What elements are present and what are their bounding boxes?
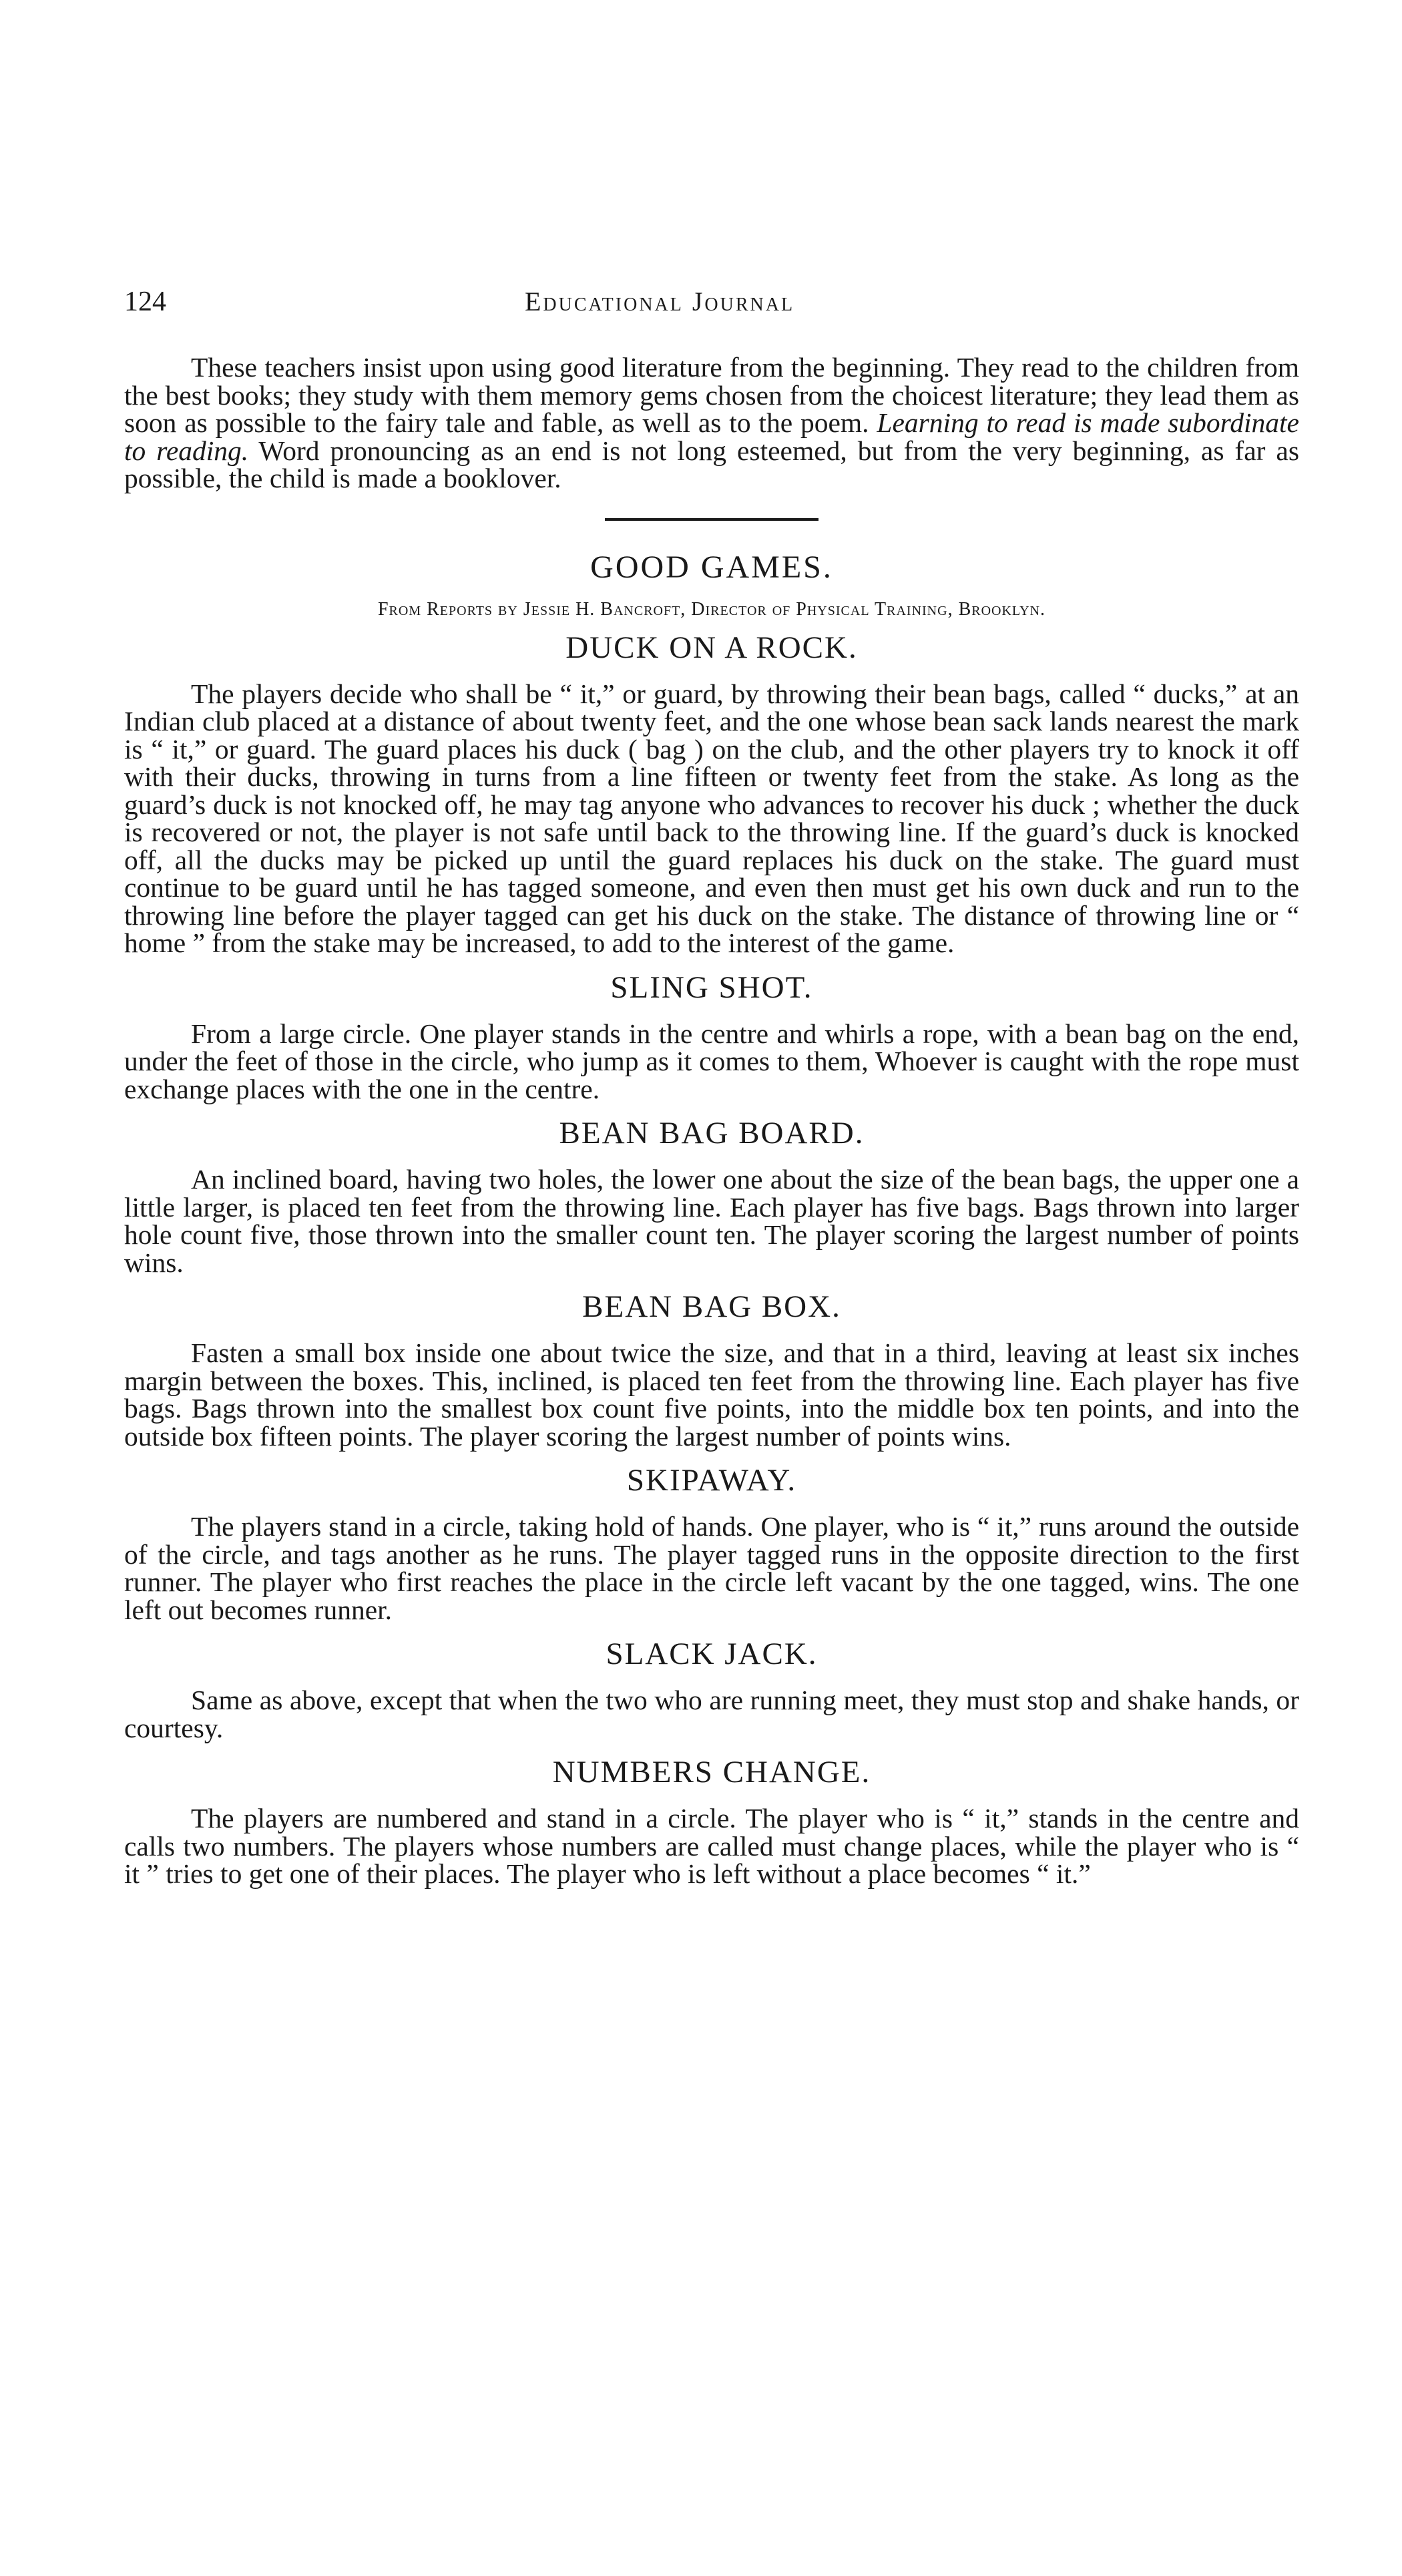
- game-description: The players decide who shall be “ it,” or guard, by throwing their bean bags, called “ ducks,” at an Indian club placed at a distance of about twenty feet, and the one whose bean sack lands nearest the mark is “ it,” or guard. The guard places his duck ( bag ) on the club, and the other players try to knock it off with their ducks, throwing in turns from a line fifteen or twenty feet from the stake. As long as the guard’s duck is not knocked off, he may tag anyone who advances to recover his duck ; whether the duck is recovered or not, the player is not safe until back to the throwing line. If the guard’s duck is knocked off, all the ducks may be picked up until the guard replaces his duck on the stake. The guard must continue to be guard until he has tagged someone, and even then must get his own duck and run to the throwing line before the player tagged can get his duck on the stake. The distance of throwing line or “ home ” from the stake may be increased, to add to the interest of the game.: [124, 678, 1299, 958]
- game-description: From a large circle. One player stands in the centre and whirls a rope, with a bean bag on the end, under the feet of those in the circle, who jump as it comes to them, Whoever is caught with the rope must exchange places with the one in the centre.: [124, 1018, 1299, 1104]
- game-title: NUMBERS CHANGE.: [552, 1755, 871, 1789]
- game-sling-shot: [124, 970, 1299, 1104]
- section-byline: From Reports by Jessie H. Bancroft, Director of Physical Training, Brooklyn.: [377, 598, 1046, 620]
- game-title: BEAN BAG BOX.: [582, 1289, 841, 1324]
- intro-text-before: These teachers insist upon using good literature from the beginning. They read to the children from the best books; they study with them memory gems chosen from the choicest literature; they lead them as soon as possible to the fairy tale and fable, as well as to the poem.: [124, 352, 1299, 438]
- game-bean-bag-board: [124, 1115, 1299, 1277]
- running-title: Educational Journal: [525, 286, 795, 316]
- game-title: SLING SHOT.: [610, 970, 813, 1005]
- page-content: [124, 354, 1299, 1894]
- game-title: DUCK ON A ROCK.: [565, 630, 858, 665]
- game-duck-on-a-rock: [124, 630, 1299, 957]
- game-description: An inclined board, having two holes, the lower one about the size of the bean bags, the upper one a little larger, is placed ten feet from the throwing line. Each player has five bags. Bags thrown into larger hole count five, those thrown into the smaller count ten. The player scoring the largest number of points wins.: [124, 1164, 1299, 1278]
- game-skipaway: [124, 1462, 1299, 1624]
- game-title: SKIPAWAY.: [626, 1463, 797, 1498]
- game-slack-jack: [124, 1636, 1299, 1742]
- game-description: Fasten a small box inside one about twice the size, and that in a third, leaving at least six inches margin between the boxes. This, inclined, is placed ten feet from the throwing line. Each player has five bags. Bags thrown into the smallest box count five points, into the middle box ten points, and into the outside box fifteen points. The player scoring the largest number of points wins.: [124, 1337, 1299, 1452]
- game-description: The players are numbered and stand in a circle. The player who is “ it,” stands in the centre and calls two numbers. The players whose numbers are called must change places, while the player who is “ it ” tries to get one of their places. The player who is left without a place becomes “ it.”: [124, 1803, 1299, 1889]
- game-description: The players stand in a circle, taking hold of hands. One player, who is “ it,” runs around the outside of the circle, and tags another as he runs. The player tagged runs in the opposite direction to the first runner. The player who first reaches the place in the circle left vacant by the one tagged, wins. The one left out becomes runner.: [124, 1511, 1299, 1625]
- page-header: [124, 286, 1299, 326]
- section-divider: [605, 518, 819, 521]
- section-title: GOOD GAMES.: [590, 549, 833, 585]
- intro-text-after: Word pronouncing as an end is not long esteemed, but from the very beginning, as far as possible, the child is made a booklover.: [124, 435, 1300, 493]
- game-description: Same as above, except that when the two who are running meet, they must stop and shake hands, or courtesy.: [124, 1685, 1299, 1743]
- intro-emphasis: Learning to read is made subordinate to reading.: [124, 407, 1299, 466]
- game-title: SLACK JACK.: [606, 1637, 818, 1671]
- game-numbers-change: [124, 1754, 1299, 1888]
- game-bean-bag-box: [124, 1289, 1299, 1450]
- intro-paragraph: [124, 354, 1299, 493]
- game-title: BEAN BAG BOARD.: [559, 1116, 865, 1150]
- page-number: 124: [124, 286, 166, 317]
